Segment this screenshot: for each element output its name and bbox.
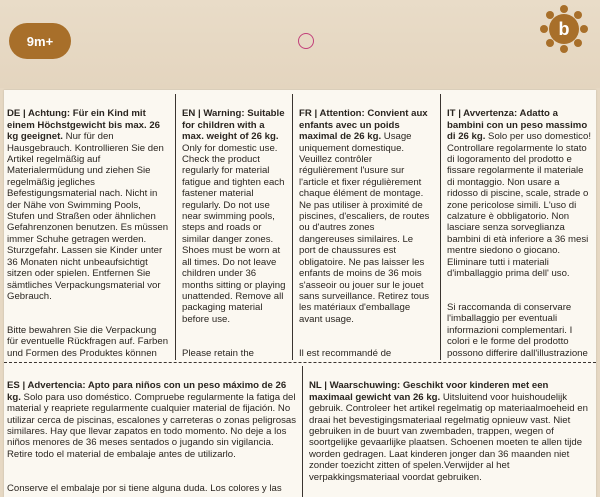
warning-text-de: Nur für den Hausgebrauch. Kontrollieren Sie den Artikel regelmäßig auf Materialermüdung und ziehen Sie regelmäßig jegliches Befestigungsmaterial nach. Nicht in der Nähe von Swimming Pools, Stufen und Straßen oder ähnlichen Gefahrenzonen benutzen. Es müssen immer Schuhe getragen werden. Sturzgefahr. Lassen sie Kinder unter 36 Monaten nicht unbeaufsichtigt sitzen oder spielen. Entfernen Sie sämtliches Verpackungsmaterial vor Gebrauch. [7,131,169,302]
logo-letter: b [558,19,570,39]
packaging-note-de: Bitte bewahren Sie die Verpackung für eventuelle Rückfragen auf. Farben und Formen des Produktes können [7,324,169,359]
warning-heading-es: ES | Advertencia: Apto para niños con un peso máximo de 26 kg. [7,380,287,403]
warning-heading-de: DE | Achtung: Für ein Kind mit einem Höchstgewicht bis max. 26 kg geeignet. [7,108,161,143]
warning-column-en [182,97,286,359]
column-divider [292,94,293,360]
column-divider [440,94,441,360]
column-divider [175,94,176,360]
packaging-note-fr: Il est recommandé de [299,347,392,359]
packaging-note-es: Conserve el embalaje por si tiene alguna duda. Los colores y las [7,482,282,494]
warning-heading-fr: FR | Attention: Convient aux enfants avec un poids maximal de 26 kg. [299,108,428,143]
packaging-note-it: Si raccomanda di conservare l'imballaggio per eventuali informazioni complementari. I colori e le forme del prodotto possono differire dall'illustrazione [447,301,588,359]
packaging-note-en: Please retain the [182,347,254,359]
warning-heading-en: EN | Warning: Suitable for children with a max. weight of 26 kg. [182,108,285,143]
packaging-background [0,0,600,88]
age-label: 9m+ [26,33,54,49]
warning-text-nl: Uitsluitend voor huishoudelijk gebruik. Controleer het artikel regelmatig op materiaalmoeheid en draai het bevestigingsmateriaal regelmatig opnieuw vast. Niet gebruiken in de buurt van zwembaden, trappen, wegen of soortgelijke gevaarlijke plaatsen. Schoenen moeten te allen tijde worden gedragen. Laat kinderen jonger dan 36 maanden niet zonder toezicht zitten of spelen.Verwijder al het verpakkingsmateriaal voordat gebruiken. [309,391,588,483]
column-divider [302,366,303,497]
warning-label-card [4,90,596,497]
warning-column-de [7,97,169,359]
warning-column-nl [309,369,593,495]
warning-column-fr [299,97,431,359]
warning-text-fr: Usage uniquement domestique. Veuillez contrôler régulièrement l'usure sur l'article et fixer régulièrement chaque élément de montage. Ne pas utiliser à proximité de piscines, d'escaliers, de routes ou d'autres zones dangereuses similaires. Le port de chaussures est obligatoire. Ne pas laisser les enfants de moins de 36 mois s'asseoir ou jouer sur le jouet sans surveillance. Retirez tous les matériaux d'emballage avant usage. [299,131,430,325]
brand-logo [536,4,592,54]
sun-logo-icon [537,4,591,54]
age-badge [9,23,71,59]
section-divider [4,362,596,363]
warning-text-es: Solo para uso doméstico. Compruebe regularmente la fatiga del material y reapriete regularmente cualquier material de fijación. No utilizar cerca de piscinas, escalones y carreteras o zonas peligrosas similares. Hay que llevar zapatos en todo momento. No deje a los niños menores de 36 meses sentados o jugando sin vigilancia. Retire todo el material de embalaje antes de utilizarlo. [7,391,297,460]
warning-column-es [7,369,297,495]
warning-text-it: Solo per uso domestico! Controllare regolarmente lo stato di logoramento del prodotto e fissare regolarmente il materiale di montaggio. Non usare a ridosso di piscine, scale, strade o zone pericolose simili. L'uso di calzature è obbligatorio. Non lasciare senza sorveglianza bambini di età inferiore a 36 mesi mentre siedono o giocano. Eliminare tutti i materiali d'imballaggio prima dell' uso. [447,131,591,280]
warning-text-en: Only for domestic use. Check the product regularly for material fatigue and tighten each fastener material regularly. Do not use near swimming pools, steps and roads or similar danger zones. Shoes must be worn at all times. Do not leave children under 36 months sitting or playing unattended. Remove all packaging material before use. [182,142,286,325]
warning-heading-it: IT | Avvertenza: Adatto a bambini con un peso massimo di 26 kg. [447,108,588,143]
warning-column-it [447,97,593,359]
cursor-marker-icon [298,33,314,49]
warning-heading-nl: NL | Waarschuwing: Geschikt voor kinderen met een maximaal gewicht van 26 kg. [309,380,549,403]
